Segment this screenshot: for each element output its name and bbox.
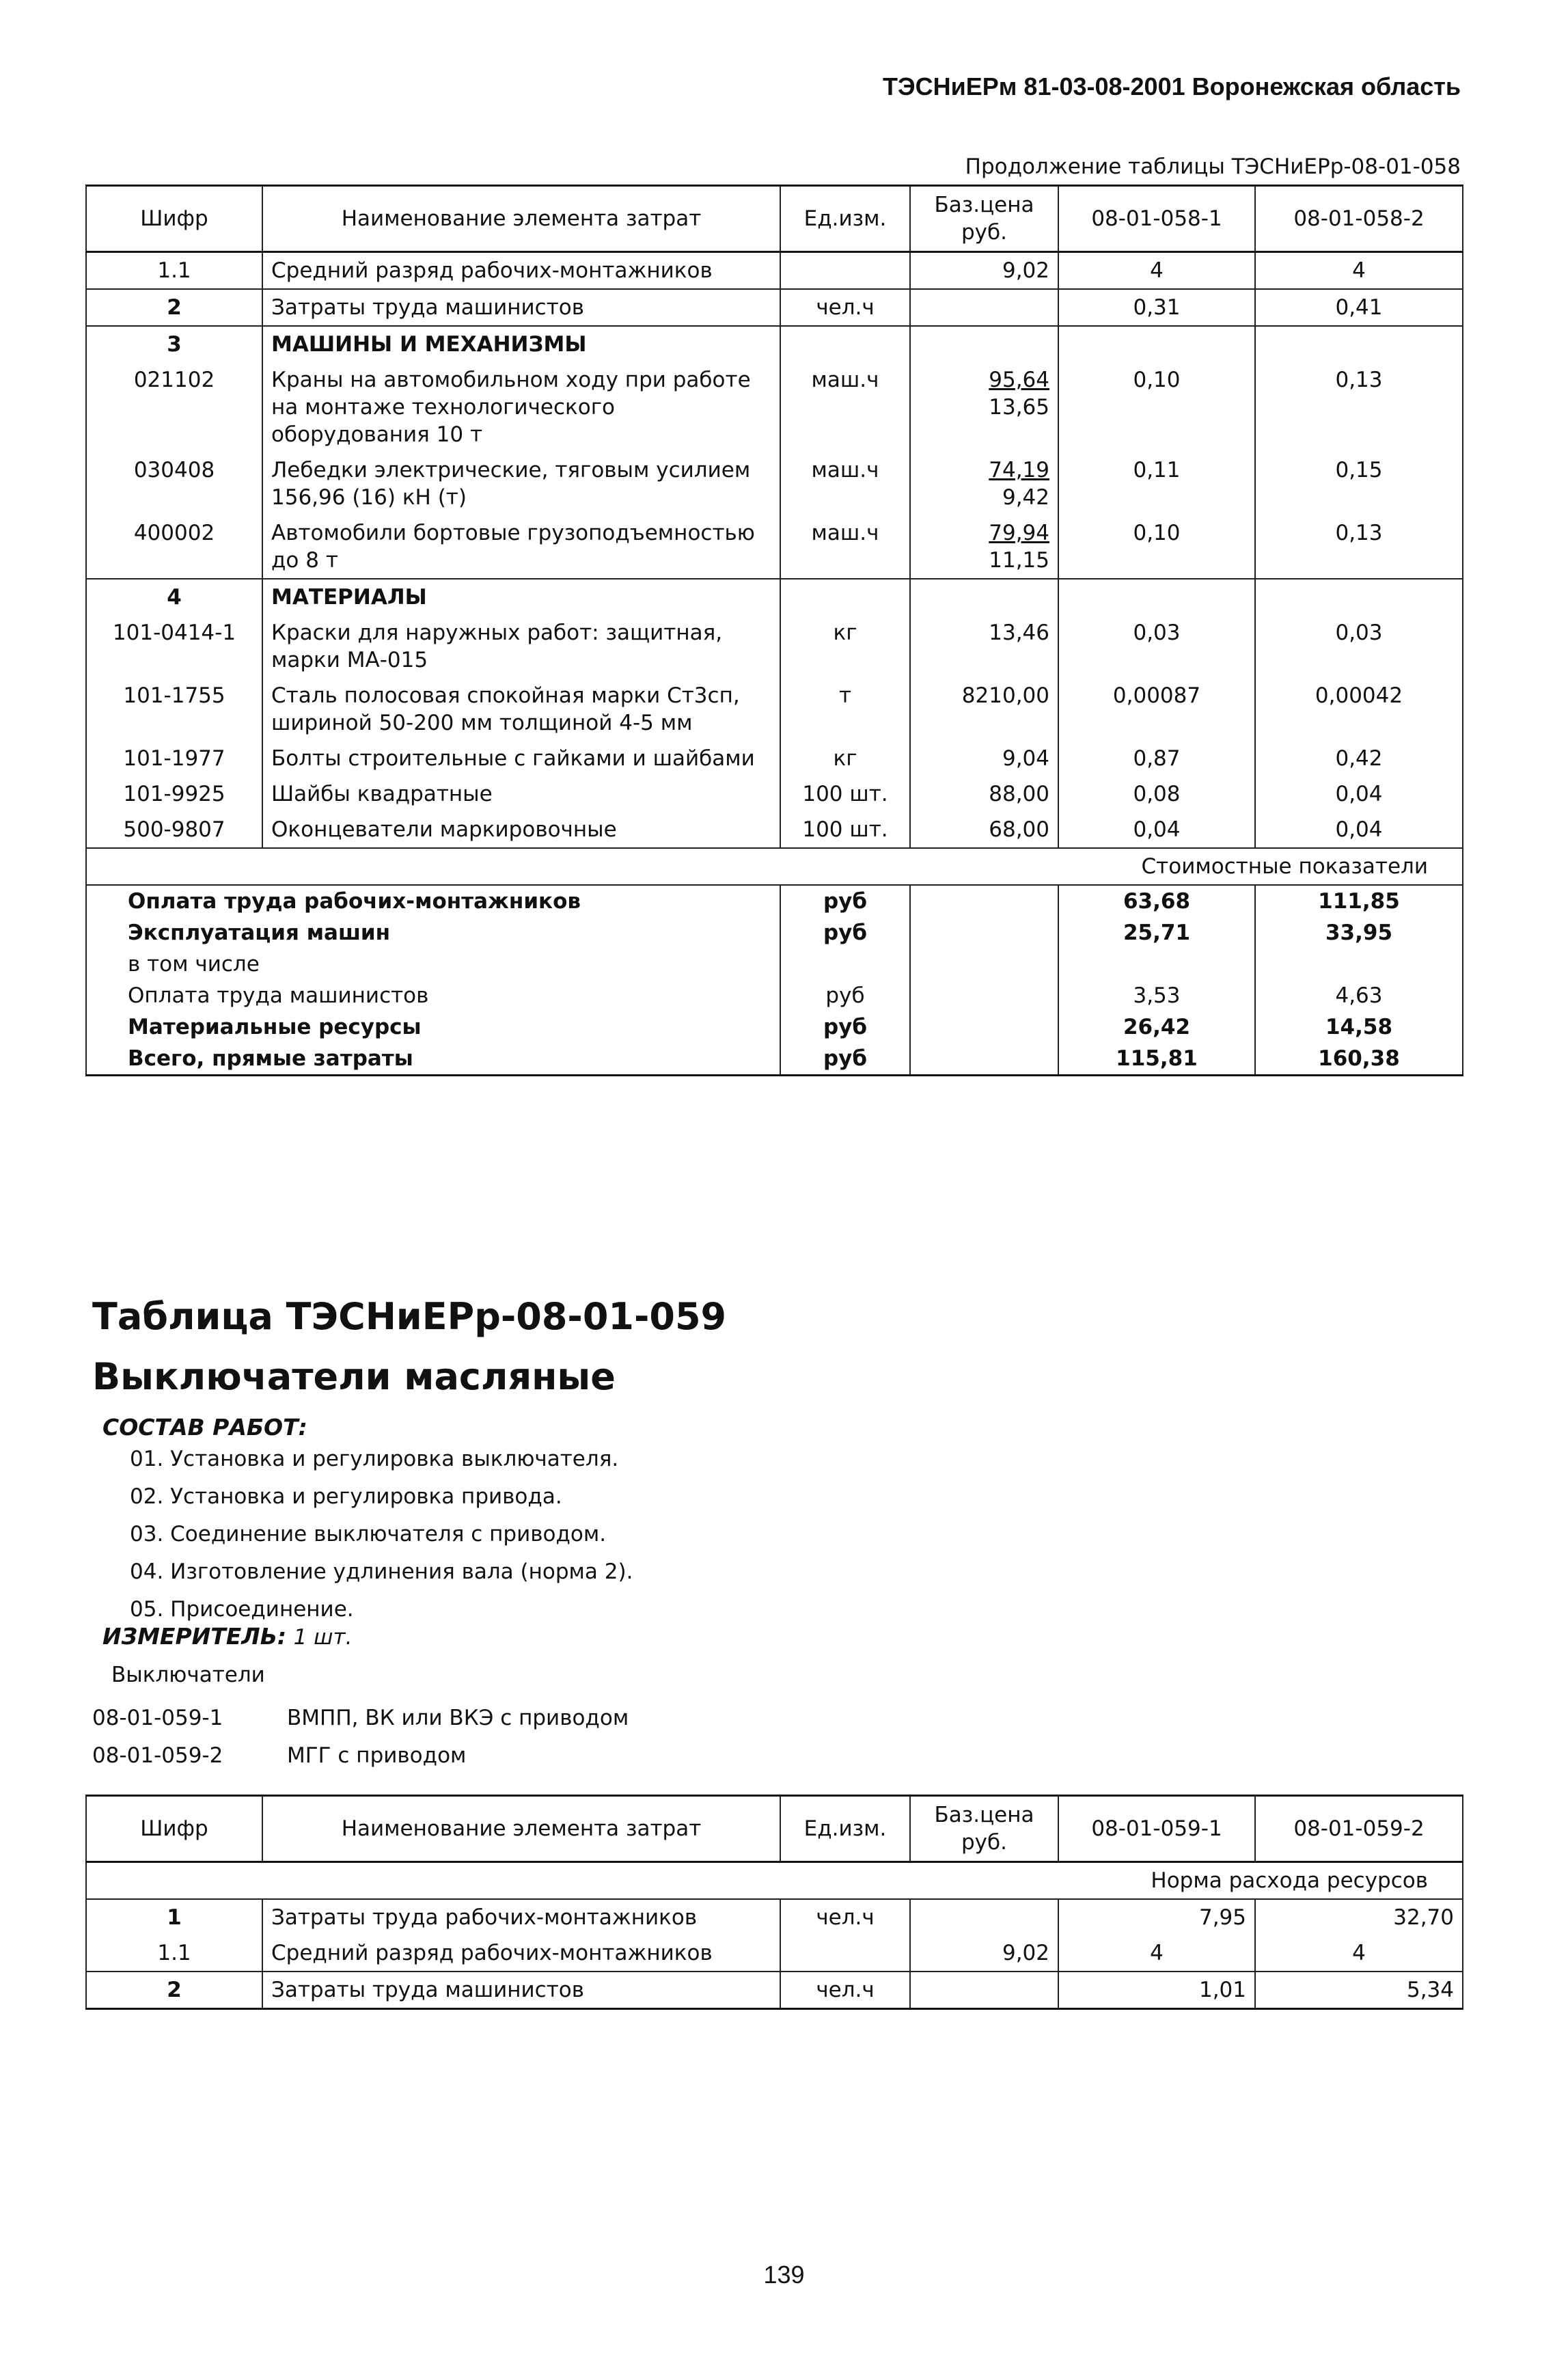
meter-line bbox=[102, 1623, 352, 1650]
page-number: 139 bbox=[763, 2261, 805, 2289]
row-name: Средний разряд рабочих-монтажников bbox=[262, 1935, 780, 1972]
row-value-1: 0,87 bbox=[1058, 741, 1255, 776]
cost-label: Эксплуатация машин bbox=[128, 921, 391, 945]
row-value-1: 4 bbox=[1058, 252, 1255, 290]
row-code: 1.1 bbox=[157, 258, 191, 283]
row-value-1: 0,11 bbox=[1058, 452, 1255, 515]
row-price bbox=[910, 1899, 1058, 1935]
row-code: 3 bbox=[86, 326, 262, 362]
cost-row bbox=[86, 949, 1463, 980]
row-unit bbox=[780, 252, 910, 290]
row-code: 1.1 bbox=[157, 1941, 191, 1965]
row-name: Шайбы квадратные bbox=[262, 776, 780, 812]
table-header-row bbox=[86, 186, 1463, 252]
cost-value-2: 14,58 bbox=[1255, 1011, 1463, 1043]
table-row bbox=[86, 362, 1463, 452]
row-name: МАШИНЫ И МЕХАНИЗМЫ bbox=[262, 326, 780, 362]
empty-cell bbox=[910, 1011, 1058, 1043]
cost-value-2: 4,63 bbox=[1255, 980, 1463, 1011]
table-row bbox=[86, 776, 1463, 812]
row-code: 101-0414-1 bbox=[112, 621, 236, 645]
cost-label: Оплата труда рабочих-монтажников bbox=[128, 889, 581, 914]
row-value-1: 7,95 bbox=[1058, 1899, 1255, 1935]
col-header-variant-1: 08-01-058-1 bbox=[1058, 186, 1255, 252]
list-item: 01. Установка и регулировка выключателя. bbox=[130, 1447, 619, 1471]
list-item: 04. Изготовление удлинения вала (норма 2). bbox=[130, 1559, 633, 1584]
row-value-2: 0,13 bbox=[1255, 362, 1463, 452]
row-price: 8210,00 bbox=[910, 678, 1058, 741]
row-price bbox=[910, 515, 1058, 579]
row-code: 030408 bbox=[133, 458, 215, 482]
cost-unit: руб bbox=[780, 980, 910, 1011]
table-row bbox=[86, 252, 1463, 290]
table-row bbox=[86, 515, 1463, 579]
table-row bbox=[86, 452, 1463, 515]
empty-cell bbox=[910, 949, 1058, 980]
cost-value-2: 33,95 bbox=[1255, 917, 1463, 949]
price-wage: 11,15 bbox=[989, 548, 1049, 573]
row-value-1: 0,10 bbox=[1058, 362, 1255, 452]
cost-indicators-header bbox=[86, 848, 1463, 885]
resource-table-059 bbox=[85, 1795, 1463, 2010]
table-row bbox=[86, 615, 1463, 678]
cost-row bbox=[86, 980, 1463, 1011]
meter-value: 1 шт. bbox=[293, 1625, 353, 1650]
row-value-2: 4 bbox=[1255, 252, 1463, 290]
row-name: Затраты труда рабочих-монтажников bbox=[262, 1899, 780, 1935]
row-price bbox=[910, 289, 1058, 326]
row-value-2: 32,70 bbox=[1255, 1899, 1463, 1935]
row-value-2: 0,42 bbox=[1255, 741, 1463, 776]
row-value-1: 0,10 bbox=[1058, 515, 1255, 579]
price-total: 74,19 bbox=[989, 458, 1049, 482]
row-value-2: 0,41 bbox=[1255, 289, 1463, 326]
row-price: 88,00 bbox=[910, 776, 1058, 812]
cost-unit: руб bbox=[780, 1043, 910, 1076]
row-price bbox=[910, 1972, 1058, 2009]
row-unit bbox=[780, 1935, 910, 1972]
row-value-1: 1,01 bbox=[1058, 1972, 1255, 2009]
table-header-row bbox=[86, 1796, 1463, 1862]
row-code: 400002 bbox=[133, 521, 215, 545]
col-header-name: Наименование элемента затрат bbox=[262, 186, 780, 252]
col-header-code: Шифр bbox=[86, 186, 262, 252]
cost-value-1: 25,71 bbox=[1058, 917, 1255, 949]
list-item: 03. Соединение выключателя с приводом. bbox=[130, 1522, 607, 1546]
row-price bbox=[910, 452, 1058, 515]
empty-cell bbox=[780, 579, 910, 615]
row-value-1: 0,04 bbox=[1058, 812, 1255, 848]
row-name: Краны на автомобильном ходу при работе на монтаже технологического оборудования 10 т bbox=[262, 362, 780, 452]
empty-cell bbox=[910, 980, 1058, 1011]
col-header-variant-1: 08-01-059-1 bbox=[1058, 1796, 1255, 1862]
cost-value-1: 115,81 bbox=[1058, 1043, 1255, 1076]
row-code: 101-9925 bbox=[123, 782, 225, 806]
table-row bbox=[86, 1899, 1463, 1935]
row-value-1: 0,31 bbox=[1058, 289, 1255, 326]
cost-label: в том числе bbox=[128, 952, 260, 977]
empty-cell bbox=[1058, 326, 1255, 362]
row-unit: чел.ч bbox=[780, 1972, 910, 2009]
row-name: Автомобили бортовые грузоподъемностью до 8 т bbox=[262, 515, 780, 579]
row-value-2: 0,13 bbox=[1255, 515, 1463, 579]
item-description: ВМПП, ВК или ВКЭ с приводом bbox=[287, 1706, 629, 1730]
list-item: 02. Установка и регулировка привода. bbox=[130, 1484, 562, 1509]
cost-label: Материальные ресурсы bbox=[128, 1015, 422, 1039]
price-wage: 9,42 bbox=[1002, 485, 1049, 510]
row-name: Сталь полосовая спокойная марки Ст3сп, шириной 50-200 мм толщиной 4-5 мм bbox=[262, 678, 780, 741]
row-price: 68,00 bbox=[910, 812, 1058, 848]
table-row bbox=[86, 812, 1463, 848]
cost-table-058 bbox=[85, 185, 1463, 1076]
row-code: 4 bbox=[86, 579, 262, 615]
row-name: Оконцеватели маркировочные bbox=[262, 812, 780, 848]
row-value-2: 0,15 bbox=[1255, 452, 1463, 515]
works-list bbox=[130, 1441, 633, 1628]
row-unit: чел.ч bbox=[780, 289, 910, 326]
row-unit: 100 шт. bbox=[780, 812, 910, 848]
cost-value-1 bbox=[1058, 949, 1255, 980]
table-row bbox=[86, 289, 1463, 326]
row-value-2: 4 bbox=[1255, 1935, 1463, 1972]
row-code: 2 bbox=[86, 1972, 262, 2009]
row-unit: маш.ч bbox=[780, 362, 910, 452]
row-code: 500-9807 bbox=[123, 817, 225, 842]
row-code: 2 bbox=[86, 289, 262, 326]
cost-value-1: 26,42 bbox=[1058, 1011, 1255, 1043]
table-subtitle: Выключатели масляные bbox=[92, 1355, 616, 1398]
row-value-1: 4 bbox=[1058, 1935, 1255, 1972]
row-value-2: 0,04 bbox=[1255, 812, 1463, 848]
cost-value-1: 3,53 bbox=[1058, 980, 1255, 1011]
row-price: 13,46 bbox=[910, 615, 1058, 678]
row-value-1: 0,08 bbox=[1058, 776, 1255, 812]
cost-label: Всего, прямые затраты bbox=[128, 1046, 413, 1071]
row-name: Затраты труда машинистов bbox=[262, 1972, 780, 2009]
row-value-2: 0,00042 bbox=[1255, 678, 1463, 741]
row-code: 021102 bbox=[133, 368, 215, 392]
row-unit: кг bbox=[780, 615, 910, 678]
cost-row bbox=[86, 1011, 1463, 1043]
table-section-row bbox=[86, 326, 1463, 362]
empty-cell bbox=[910, 326, 1058, 362]
row-code: 1 bbox=[167, 1905, 182, 1930]
empty-cell bbox=[910, 579, 1058, 615]
row-price: 9,04 bbox=[910, 741, 1058, 776]
item-code: 08-01-059-1 bbox=[92, 1706, 223, 1730]
table-row bbox=[86, 1972, 1463, 2009]
table-row bbox=[86, 1935, 1463, 1972]
row-value-1: 0,00087 bbox=[1058, 678, 1255, 741]
col-header-variant-2: 08-01-059-2 bbox=[1255, 1796, 1463, 1862]
works-heading: СОСТАВ РАБОТ: bbox=[102, 1414, 307, 1441]
row-name: Лебедки электрические, тяговым усилием 156,96 (16) кН (т) bbox=[262, 452, 780, 515]
empty-cell bbox=[910, 917, 1058, 949]
row-unit: кг bbox=[780, 741, 910, 776]
cost-value-1: 63,68 bbox=[1058, 885, 1255, 917]
empty-cell bbox=[780, 326, 910, 362]
empty-cell bbox=[910, 1043, 1058, 1076]
cost-row bbox=[86, 917, 1463, 949]
row-unit: 100 шт. bbox=[780, 776, 910, 812]
row-value-1: 0,03 bbox=[1058, 615, 1255, 678]
norm-header-row bbox=[86, 1862, 1463, 1900]
table-continuation-caption: Продолжение таблицы ТЭСНиЕРр-08-01-058 bbox=[965, 154, 1461, 179]
row-value-2: 0,04 bbox=[1255, 776, 1463, 812]
empty-cell bbox=[910, 885, 1058, 917]
row-name: Болты строительные с гайками и шайбами bbox=[262, 741, 780, 776]
list-item: 05. Присоединение. bbox=[130, 1597, 354, 1622]
row-unit: маш.ч bbox=[780, 452, 910, 515]
col-header-variant-2: 08-01-058-2 bbox=[1255, 186, 1463, 252]
col-header-unit: Ед.изм. bbox=[780, 1796, 910, 1862]
row-price: 9,02 bbox=[910, 252, 1058, 290]
meter-label: ИЗМЕРИТЕЛЬ: bbox=[102, 1623, 287, 1650]
cost-label: Оплата труда машинистов bbox=[128, 983, 429, 1008]
table-row bbox=[86, 678, 1463, 741]
item-code: 08-01-059-2 bbox=[92, 1743, 223, 1768]
cost-row bbox=[86, 885, 1463, 917]
cost-unit: руб bbox=[780, 917, 910, 949]
row-code: 101-1755 bbox=[123, 683, 225, 708]
table-section-row bbox=[86, 579, 1463, 615]
cost-unit: руб bbox=[780, 885, 910, 917]
col-header-price: Баз.цена руб. bbox=[910, 1796, 1058, 1862]
row-value-2: 5,34 bbox=[1255, 1972, 1463, 2009]
row-unit: т bbox=[780, 678, 910, 741]
table-row bbox=[86, 741, 1463, 776]
cost-value-2: 111,85 bbox=[1255, 885, 1463, 917]
row-name: Средний разряд рабочих-монтажников bbox=[262, 252, 780, 290]
group-label: Выключатели bbox=[111, 1663, 265, 1687]
empty-cell bbox=[1255, 326, 1463, 362]
list-item bbox=[92, 1737, 629, 1775]
row-unit: маш.ч bbox=[780, 515, 910, 579]
row-unit: чел.ч bbox=[780, 1899, 910, 1935]
price-wage: 13,65 bbox=[989, 395, 1049, 420]
row-name: Затраты труда машинистов bbox=[262, 289, 780, 326]
row-price bbox=[910, 362, 1058, 452]
col-header-code: Шифр bbox=[86, 1796, 262, 1862]
cost-value-2 bbox=[1255, 949, 1463, 980]
cost-row bbox=[86, 1043, 1463, 1076]
row-name: МАТЕРИАЛЫ bbox=[262, 579, 780, 615]
price-total: 95,64 bbox=[989, 368, 1049, 392]
cost-value-2: 160,38 bbox=[1255, 1043, 1463, 1076]
col-header-unit: Ед.изм. bbox=[780, 186, 910, 252]
item-description: МГГ с приводом bbox=[287, 1743, 467, 1768]
col-header-name: Наименование элемента затрат bbox=[262, 1796, 780, 1862]
empty-cell bbox=[1058, 579, 1255, 615]
cost-unit bbox=[780, 949, 910, 980]
col-header-price: Баз.цена руб. bbox=[910, 186, 1058, 252]
row-value-2: 0,03 bbox=[1255, 615, 1463, 678]
cost-unit: руб bbox=[780, 1011, 910, 1043]
row-code: 101-1977 bbox=[123, 746, 225, 771]
price-total: 79,94 bbox=[989, 521, 1049, 545]
norm-header-label: Норма расхода ресурсов bbox=[86, 1862, 1463, 1900]
row-name: Краски для наружных работ: защитная, марки МА-015 bbox=[262, 615, 780, 678]
running-header: ТЭСНиЕРм 81-03-08-2001 Воронежская область bbox=[883, 72, 1461, 100]
row-price: 9,02 bbox=[910, 1935, 1058, 1972]
empty-cell bbox=[1255, 579, 1463, 615]
list-item bbox=[92, 1700, 629, 1737]
code-list bbox=[92, 1700, 629, 1775]
cost-indicators-label: Стоимостные показатели bbox=[86, 848, 1463, 885]
table-title: Таблица ТЭСНиЕРр-08-01-059 bbox=[92, 1295, 727, 1338]
